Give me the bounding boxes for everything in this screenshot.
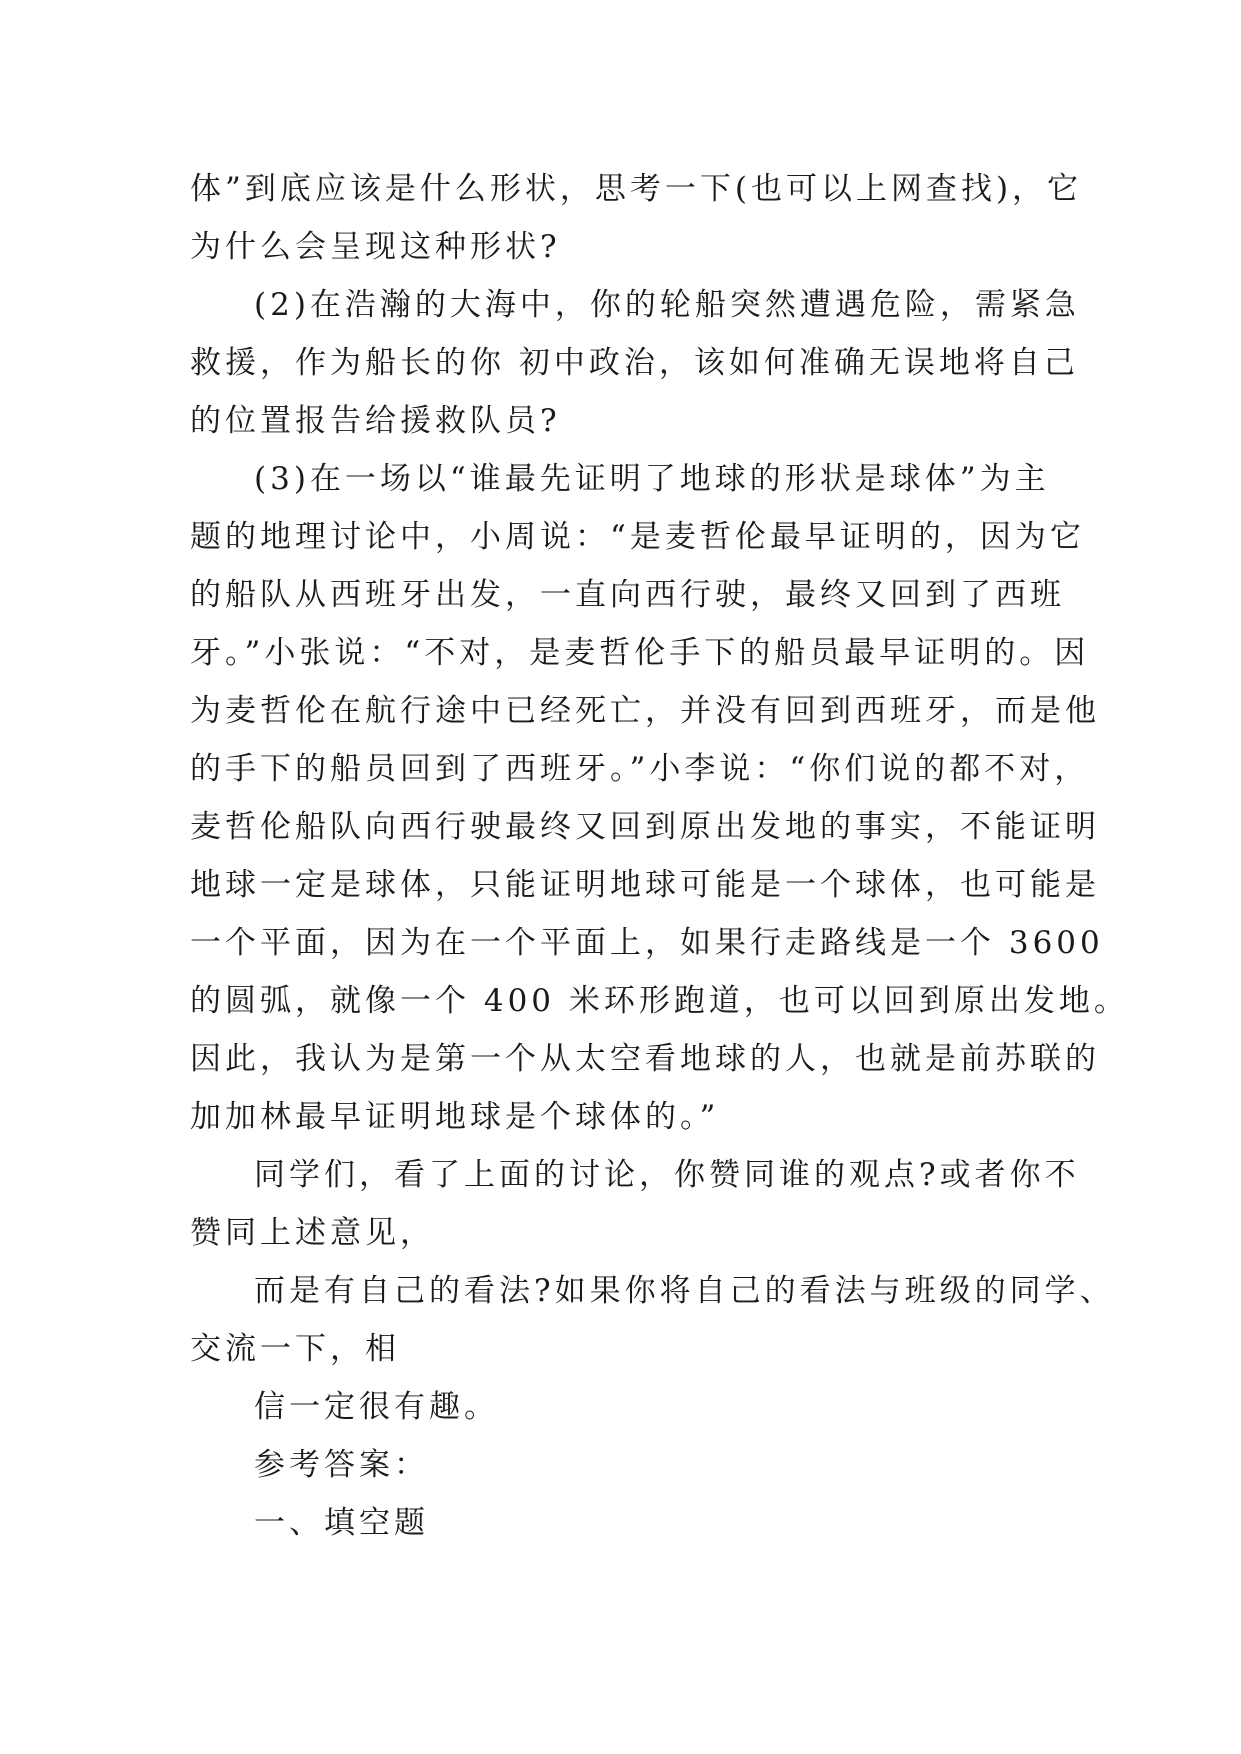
text-line: (3)在一场以“谁最先证明了地球的形状是球体”为主: [254, 461, 1050, 497]
section-heading: 参考答案：: [254, 1447, 429, 1483]
text-line: 为什么会呈现这种形状?: [190, 229, 561, 265]
text-line: 的位置报告给援救队员?: [190, 403, 561, 439]
document-body: [190, 160, 1129, 1552]
text-line: 地球一定是球体，只能证明地球可能是一个球体，也可能是: [190, 867, 1100, 903]
text-line: 信一定很有趣。: [254, 1389, 499, 1425]
text-line: 牙。”小张说：“不对，是麦哲伦手下的船员最早证明的。因: [190, 635, 1090, 671]
text-line: 救援，作为船长的你 初中政治，该如何准确无误地将自己: [190, 345, 1079, 381]
section-heading: 一、填空题: [254, 1505, 429, 1541]
text-line: 同学们，看了上面的讨论，你赞同谁的观点?或者你不: [254, 1157, 1080, 1193]
text-line: 而是有自己的看法?如果你将自己的看法与班级的同学、: [254, 1273, 1115, 1309]
text-line: 题的地理讨论中，小周说：“是麦哲伦最早证明的，因为它: [190, 519, 1085, 555]
text-line: 加加林最早证明地球是个球体的。”: [190, 1099, 720, 1135]
text-line: 体”到底应该是什么形状，思考一下(也可以上网查找)，它: [190, 171, 1083, 207]
text-line: 为麦哲伦在航行途中已经死亡，并没有回到西班牙，而是他: [190, 693, 1100, 729]
text-line: 交流一下，相: [190, 1331, 400, 1367]
text-line: (2)在浩瀚的大海中，你的轮船突然遭遇危险，需紧急: [254, 287, 1080, 323]
text-line: 赞同上述意见，: [190, 1215, 435, 1251]
text-line: 的船队从西班牙出发，一直向西行驶，最终又回到了西班: [190, 577, 1065, 613]
text-line: 因此，我认为是第一个从太空看地球的人，也就是前苏联的: [190, 1041, 1100, 1077]
text-line: 一个平面，因为在一个平面上，如果行走路线是一个 3600: [190, 925, 1104, 961]
text-line: 的手下的船员回到了西班牙。”小李说：“你们说的都不对，: [190, 751, 1090, 787]
text-line: 的圆弧，就像一个 400 米环形跑道，也可以回到原出发地。: [190, 983, 1129, 1019]
text-line: 麦哲伦船队向西行驶最终又回到原出发地的事实，不能证明: [190, 809, 1100, 845]
